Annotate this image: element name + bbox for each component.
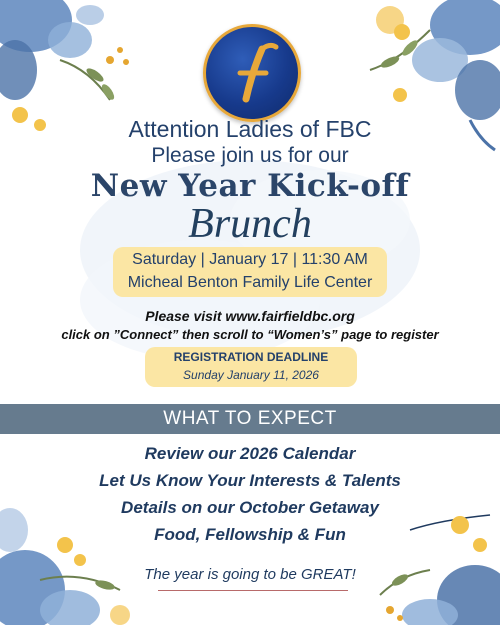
event-location: Micheal Benton Family Life Center — [127, 274, 373, 291]
what-to-expect-banner: WHAT TO EXPECT — [0, 404, 500, 434]
expect-item: Food, Fellowship & Fun — [154, 525, 346, 544]
attention-heading: Attention Ladies of FBC — [128, 116, 372, 142]
join-subheading: Please join us for our — [151, 144, 349, 167]
deadline-date: Sunday January 11, 2026 — [183, 368, 319, 382]
website-instruction: Please visit www.fairfieldbc.org — [145, 308, 355, 324]
fbc-logo-icon — [203, 24, 301, 122]
expect-item: Details on our October Getaway — [121, 498, 379, 517]
event-subtitle: Brunch — [188, 201, 312, 247]
expect-item: Review our 2026 Calendar — [144, 444, 356, 463]
registration-instruction: click on ”Connect” then scroll to “Women’s” page to register — [61, 327, 439, 342]
floral-bottom-right-decoration — [360, 500, 500, 625]
event-title: New Year Kick-off — [90, 168, 410, 204]
deadline-label: REGISTRATION DEADLINE — [173, 350, 329, 364]
expect-item: Let Us Know Your Interests & Talents — [99, 471, 401, 490]
closing-tagline: The year is going to be GREAT! — [144, 566, 356, 583]
logo-letter-f — [206, 27, 298, 119]
registration-deadline-box — [145, 347, 357, 387]
event-date-time: Saturday | January 17 | 11:30 AM — [132, 251, 368, 268]
event-details-box — [113, 247, 387, 297]
tagline-underline — [158, 590, 348, 591]
